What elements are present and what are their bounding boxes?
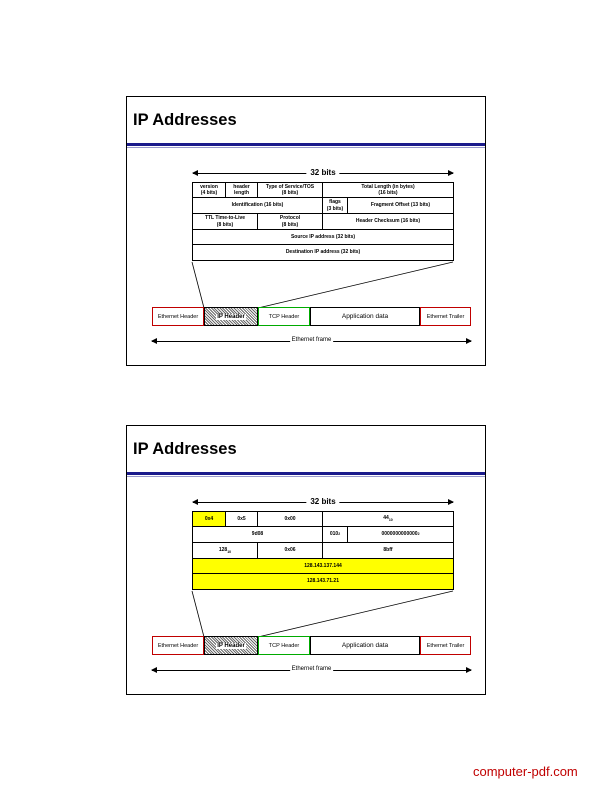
value-checksum: 8bff (323, 543, 454, 559)
watermark: computer-pdf.com (473, 764, 578, 779)
title-rule-thin (127, 147, 485, 148)
value-version: 0x4 (193, 512, 226, 527)
ethernet-frame (152, 636, 471, 655)
flags-fragment-cell (323, 198, 454, 214)
bits-width-indicator (193, 169, 453, 179)
field-header-length: header length (226, 183, 258, 198)
value-total-length: $44_{10}$ (323, 512, 454, 527)
field-source-ip: Source IP address (32 bits) (193, 230, 454, 245)
ethernet-frame (152, 307, 471, 326)
slide-2 (126, 425, 486, 695)
field-protocol: Protocol (8 bits) (258, 214, 323, 230)
segment-ethernet-header: Ethernet Header (152, 636, 204, 655)
arrow-right-icon (466, 667, 472, 673)
flags-fragment-cell (323, 527, 454, 543)
field-checksum: Header Checksum (16 bits) (323, 214, 454, 230)
value-identification: 9d08 (193, 527, 323, 543)
segment-ip-header: IP Header (204, 307, 258, 326)
segment-ip-header: IP Header (204, 636, 258, 655)
arrow-right-icon (448, 499, 454, 505)
ip-header-values-table (192, 511, 454, 590)
arrow-left-icon (192, 170, 198, 176)
field-flags: flags (3 bits) (323, 198, 348, 213)
bits-label: 32 bits (306, 497, 339, 506)
slide-title: IP Addresses (133, 440, 237, 458)
value-flags: 010 2 (323, 527, 348, 542)
ethernet-frame-indicator (152, 337, 471, 347)
segment-application-data: Application data (310, 307, 420, 326)
arrow-left-icon (192, 499, 198, 505)
field-version: version (4 bits) (193, 183, 226, 198)
value-protocol: 0x06 (258, 543, 323, 559)
title-rule (127, 472, 485, 475)
field-tos: Type of Service/TOS (8 bits) (258, 183, 323, 198)
arrow-left-icon (151, 338, 157, 344)
segment-ethernet-trailer: Ethernet Trailer (420, 636, 471, 655)
field-identification: Identification (16 bits) (193, 198, 323, 214)
ip-header-table (192, 182, 454, 261)
value-source-ip: 128.143.137.144 (193, 559, 454, 574)
title-rule-thin (127, 476, 485, 477)
value-ttl: $128_{10}$ (193, 543, 258, 559)
ethernet-frame-label: Ethernet frame (291, 337, 332, 343)
value-header-length: 0x5 (226, 512, 258, 527)
ethernet-frame-indicator (152, 666, 471, 676)
segment-application-data: Application data (310, 636, 420, 655)
arrow-right-icon (466, 338, 472, 344)
segment-tcp-header: TCP Header (258, 636, 310, 655)
field-ttl: TTL Time-to-Live (8 bits) (193, 214, 258, 230)
segment-tcp-header: TCP Header (258, 307, 310, 326)
value-tos: 0x00 (258, 512, 323, 527)
field-fragment-offset: Fragment Offset (13 bits) (370, 202, 431, 209)
field-destination-ip: Destination IP address (32 bits) (193, 245, 454, 261)
ethernet-frame-label: Ethernet frame (291, 666, 332, 672)
value-fragment-offset: 0000000000000 2 (381, 531, 420, 538)
segment-ethernet-header: Ethernet Header (152, 307, 204, 326)
title-rule (127, 143, 485, 146)
arrow-right-icon (448, 170, 454, 176)
field-total-length: Total Length (in bytes) (16 bits) (323, 183, 454, 198)
arrow-left-icon (151, 667, 157, 673)
value-destination-ip: 128.143.71.21 (193, 574, 454, 590)
bits-width-indicator (193, 498, 453, 508)
segment-ethernet-trailer: Ethernet Trailer (420, 307, 471, 326)
slide-title: IP Addresses (133, 111, 237, 129)
bits-label: 32 bits (306, 168, 339, 177)
slide-1 (126, 96, 486, 366)
